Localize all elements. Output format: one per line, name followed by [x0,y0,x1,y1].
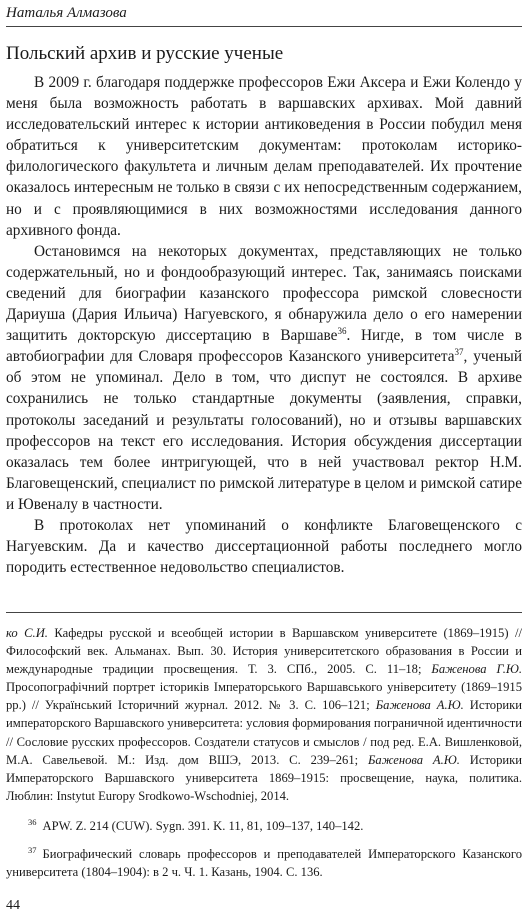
book-page [6,0,522,924]
paragraph-2-part-b: . Нигде, в том числе в автобиографии для Словаря профессоров Казанского университета [6,327,522,366]
paragraph-2-part-a: Остановимся на некоторых документах, представляющих не только содержательный, но и фондообразующий интерес. Так, занимаясь поисками сведений для биографии казанского профессора римской словесности Дариуша (Дария Ильича) Нагуевского, я обнаружила дело о его намерении защитить докторскую диссертацию в Варшаве [6,242,522,345]
running-head [6,2,522,27]
paragraph-2-part-c: , ученый об этом не упоминал. Дело в том, что диспут не состоялся. В архиве сохранились не только стандартные документы (заявления, справки, протоколы заседаний и результаты голосований), но и отзывы варшавских профессоров на текст его исследования. История обсуждения диссертации оказалась тем более интригующей, что в ней участвовал ректор Н.М. Благовещенский, специалист по римской литературе в целом и римской сатире и Ювеналу в частности. [6,348,523,513]
footnote-ref-36[interactable]: 36 [337,326,347,337]
footnote-continued [6,624,522,805]
footnote-37-number: 37 [28,845,37,856]
footnote-36-number: 36 [28,816,37,827]
footnote-author: ко С.И. [6,626,48,640]
body-text [6,72,522,578]
footnote-author: Баженова А.Ю. [375,698,464,713]
footnote-36 [6,817,522,835]
footnote-author: Баженова А.Ю. [368,752,460,767]
footnote-37-text: Биографический словарь профессоров и преподавателей Императорского Казанского университета (1804–1904): в 2 ч. Ч. 1. Казань, 1904. С. 136. [6,847,522,880]
footnote-36-text: APW. Z. 214 (CUW). Sygn. 391. K. 11, 81, 109–137, 140–142. [42,818,364,833]
footnote-text: Историки Императорского Варшавского университета 1869–1915: просвещение, наука, политика. Люблин: Instytut Europy Srodkowo-Wschodniej, 2014. [6,752,522,803]
footnote-text: Просопографічний портрет істориків Імператорського Варшавського університету (1869–1915 рр.) // Український Історичний журнал. 2012. № 3. С. 106–121; [6,680,522,713]
page-number: 44 [6,898,20,913]
footnote-divider [6,612,522,613]
paragraph-1: В 2009 г. благодаря поддержке профессоров Ежи Аксера и Ежи Колендо у меня была возможность работать в варшавских архивах. Мой давний исследовательский интерес к истории антиковедения в России побудил меня обратиться к университетским документам: протоколам историко-филологического факультета и личным делам преподавателей. Их прочтение оказалось интересным не только в связи с их непосредственным содержанием, но и с проявляющимися в них возможностями исследования данного архивного фонда. [6,74,522,239]
running-head-author: Наталья Алмазова [6,5,127,21]
footnote-text: Историки императорского Варшавского университета: условия формирования пограничной идентичности // Сословие русских профессоров. Создатели статусов и смыслов / под ред. Е.А. Вишленковой, М.А. Савельевой. М.: Изд. дом ВШЭ, 2013. С. 239–261; [6,698,522,767]
footnote-author: Баженова Г.Ю. [431,662,522,677]
footnote-37 [6,845,522,881]
footnote-ref-37[interactable]: 37 [454,347,464,358]
footnotes [6,624,522,891]
paragraph-2 [6,241,522,515]
footnote-text: Кафедры русской и всеобщей истории в Варшавском университете (1869–1915) // Философский век. Альманах. Вып. 30. История университетского образования в России и международные традиции просвещения. Т. 3. СПб., 2005. С. 11–18; [6,626,522,677]
paragraph-3: В протоколах нет упоминаний о конфликте Благовещенского с Нагуевским. Да и качество диссертационной работы последнего могло породить естественное недовольство специалистов. [6,516,522,577]
section-title: Польский архив и русские ученые [6,43,284,64]
